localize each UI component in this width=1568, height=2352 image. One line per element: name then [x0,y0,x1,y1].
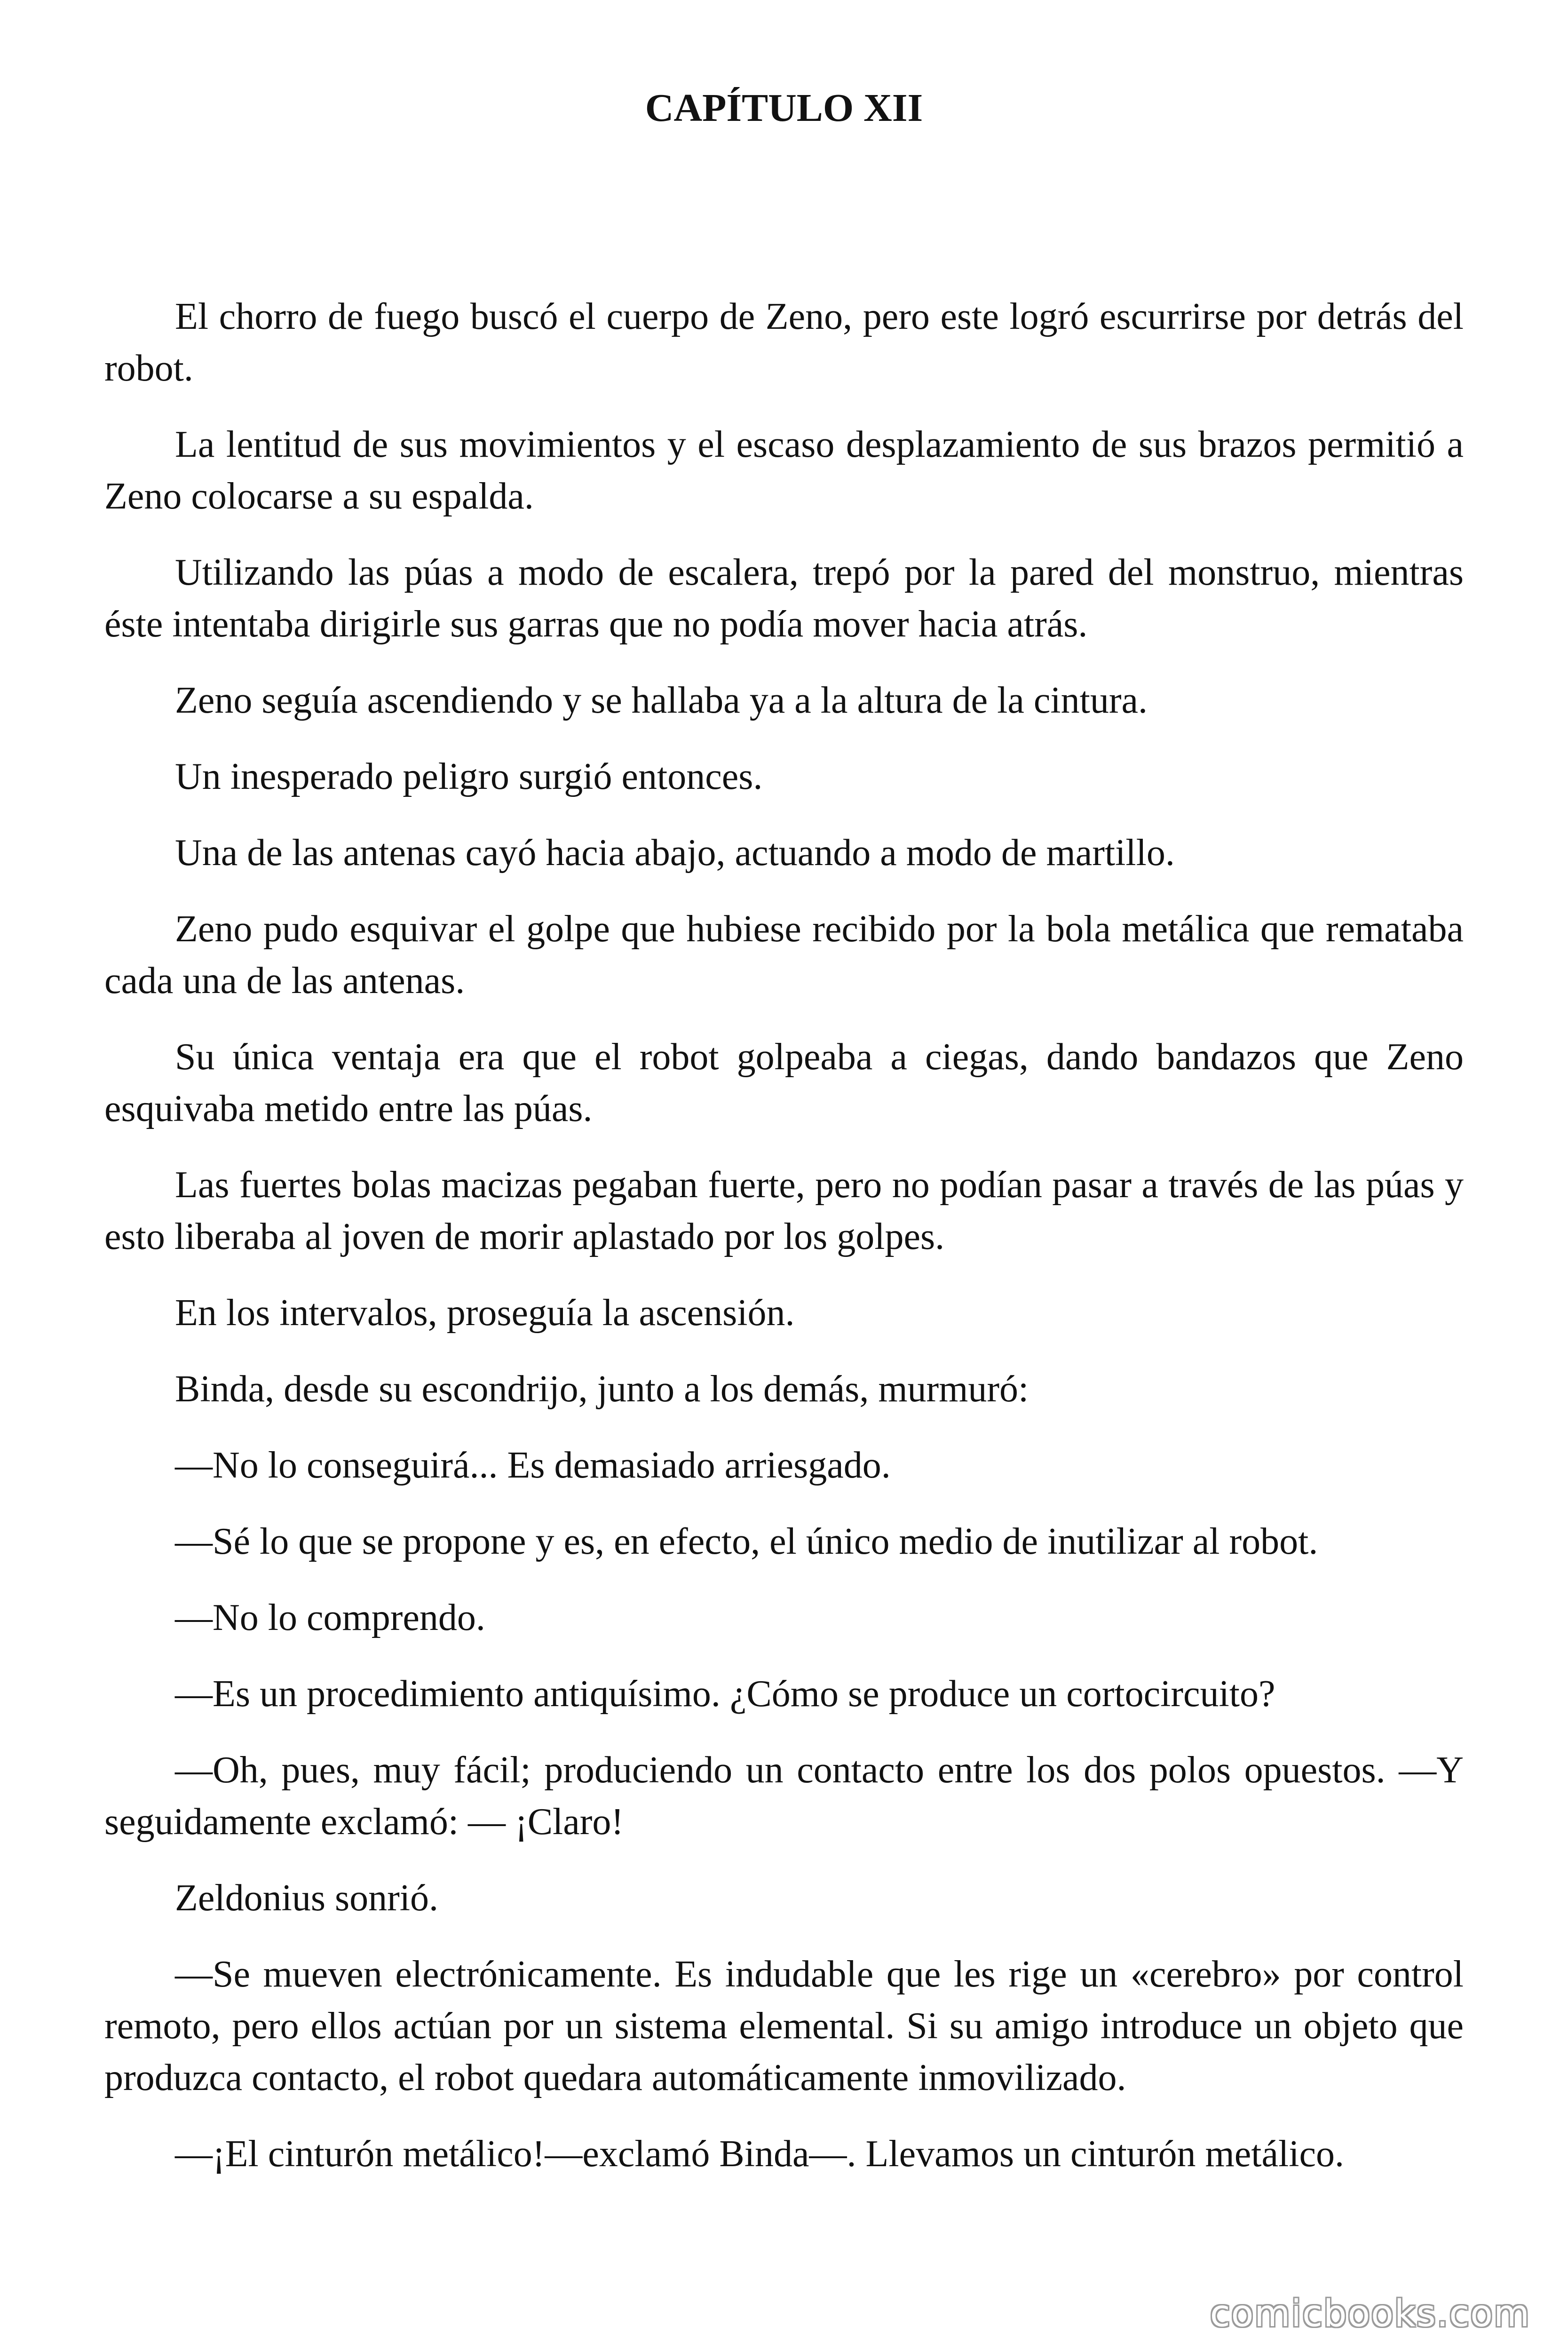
paragraph: Binda, desde su escondrijo, junto a los demás, murmuró: [175,1368,1029,1410]
chapter-title: CAPÍTULO XII [645,86,923,130]
paragraph: Un inesperado peligro surgió entonces. [175,756,763,797]
paragraph: Zeno pudo esquivar el golpe que hubiese recibido por la bola metálica que remataba cada una de las antenas. [104,908,1464,1001]
paragraph: —Sé lo que se propone y es, en efecto, el único medio de inutilizar al robot. [175,1521,1318,1562]
paragraph: Utilizando las púas a modo de escalera, trepó por la pared del monstruo, mientras éste intentaba dirigirle sus garras que no podía mover hacia atrás. [104,552,1464,645]
paragraph: —Es un procedimiento antiquísimo. ¿Cómo se produce un cortocircuito? [175,1673,1275,1715]
paragraph: —Oh, pues, muy fácil; produciendo un contacto entre los dos polos opuestos. —Y seguidamente exclamó: — ¡Claro! [104,1749,1464,1843]
paragraph: —No lo comprendo. [175,1597,485,1638]
paragraph: Las fuertes bolas macizas pegaban fuerte, pero no podían pasar a través de las púas y esto liberaba al joven de morir aplastado por los golpes. [104,1164,1464,1257]
paragraph: Una de las antenas cayó hacia abajo, actuando a modo de martillo. [175,832,1175,874]
paragraph: Zeldonius sonrió. [175,1877,438,1919]
paragraph: Su única ventaja era que el robot golpeaba a ciegas, dando bandazos que Zeno esquivaba metido entre las púas. [104,1036,1464,1129]
paragraph: —Se mueven electrónicamente. Es indudable que les rige un «cerebro» por control remoto, pero ellos actúan por un sistema elemental. Si su amigo introduce un objeto que produzca contacto, el robot quedara automáticamente inmovilizado. [104,1954,1464,2098]
paragraph: —No lo conseguirá... Es demasiado arriesgado. [175,1445,891,1486]
paragraph: La lentitud de sus movimientos y el escaso desplazamiento de sus brazos permitió a Zeno colocarse a su espalda. [104,424,1464,517]
paragraph: Zeno seguía ascendiendo y se hallaba ya a la altura de la cintura. [175,680,1148,721]
chapter-body [104,291,1464,2204]
watermark: comicbooks.com [1210,2293,1530,2335]
paragraph: El chorro de fuego buscó el cuerpo de Zeno, pero este logró escurrirse por detrás del robot. [104,296,1464,389]
paragraph: En los intervalos, proseguía la ascensión. [175,1292,795,1334]
paragraph: —¡El cinturón metálico!—exclamó Binda—. Llevamos un cinturón metálico. [175,2133,1344,2175]
